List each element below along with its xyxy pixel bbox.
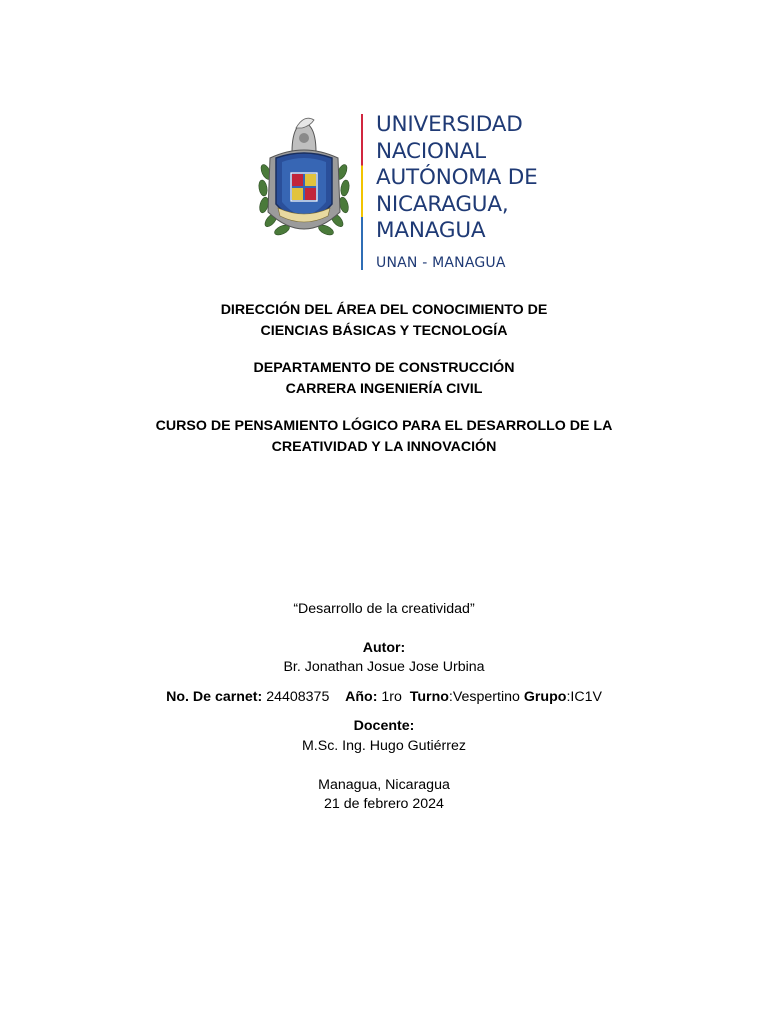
department-heading-line: DEPARTAMENTO DE CONSTRUCCIÓN [253,360,515,376]
teacher-name: M.Sc. Ing. Hugo Gutiérrez [301,738,466,754]
direction-heading-line: CIENCIAS BÁSICAS Y TECNOLOGÍA [260,322,508,339]
department-heading-line: CARRERA INGENIERÍA CIVIL [285,380,483,397]
place: Managua, Nicaragua [318,777,450,793]
author-name: Br. Jonathan Josue Jose Urbina [283,659,485,675]
logo-name-line: AUTÓNOMA DE [376,165,538,191]
direction-heading-line: DIRECCIÓN DEL ÁREA DEL CONOCIMIENTO DE [220,302,548,318]
year-value: 1ro [377,689,402,705]
shift-label: Turno [409,689,449,705]
logo-wordmark [376,112,576,272]
group-label: Grupo [523,689,567,705]
logo-name-line: MANAGUA [376,218,486,244]
group-value: :IC1V [566,689,602,705]
logo-name-line: NICARAGUA, [376,191,509,217]
year-label: Año: [345,689,378,705]
logo-name-line: UNIVERSIDAD [376,112,523,137]
logo-abbreviation: UNAN - MANAGUA [376,254,506,271]
course-heading-line: CURSO DE PENSAMIENTO LÓGICO PARA EL DESARROLLO DE LA [155,418,613,434]
carnet-value: 24408375 [262,689,330,705]
university-logo [252,106,582,278]
direction-heading [0,300,768,341]
course-heading-line: CREATIVIDAD Y LA INNOVACIÓN [271,438,497,455]
student-info-line [0,688,768,708]
course-heading [0,416,768,457]
logo-name-line: NACIONAL [376,138,486,164]
teacher-label: Docente: [353,718,415,734]
university-crest-icon [256,112,352,246]
work-title: “Desarrollo de la creatividad” [293,601,475,617]
date: 21 de febrero 2024 [324,796,444,812]
department-heading [0,358,768,399]
carnet-label: No. De carnet: [166,689,263,705]
shift-value: :Vespertino [448,689,520,705]
author-label: Autor: [362,640,406,656]
logo-divider [361,114,363,270]
